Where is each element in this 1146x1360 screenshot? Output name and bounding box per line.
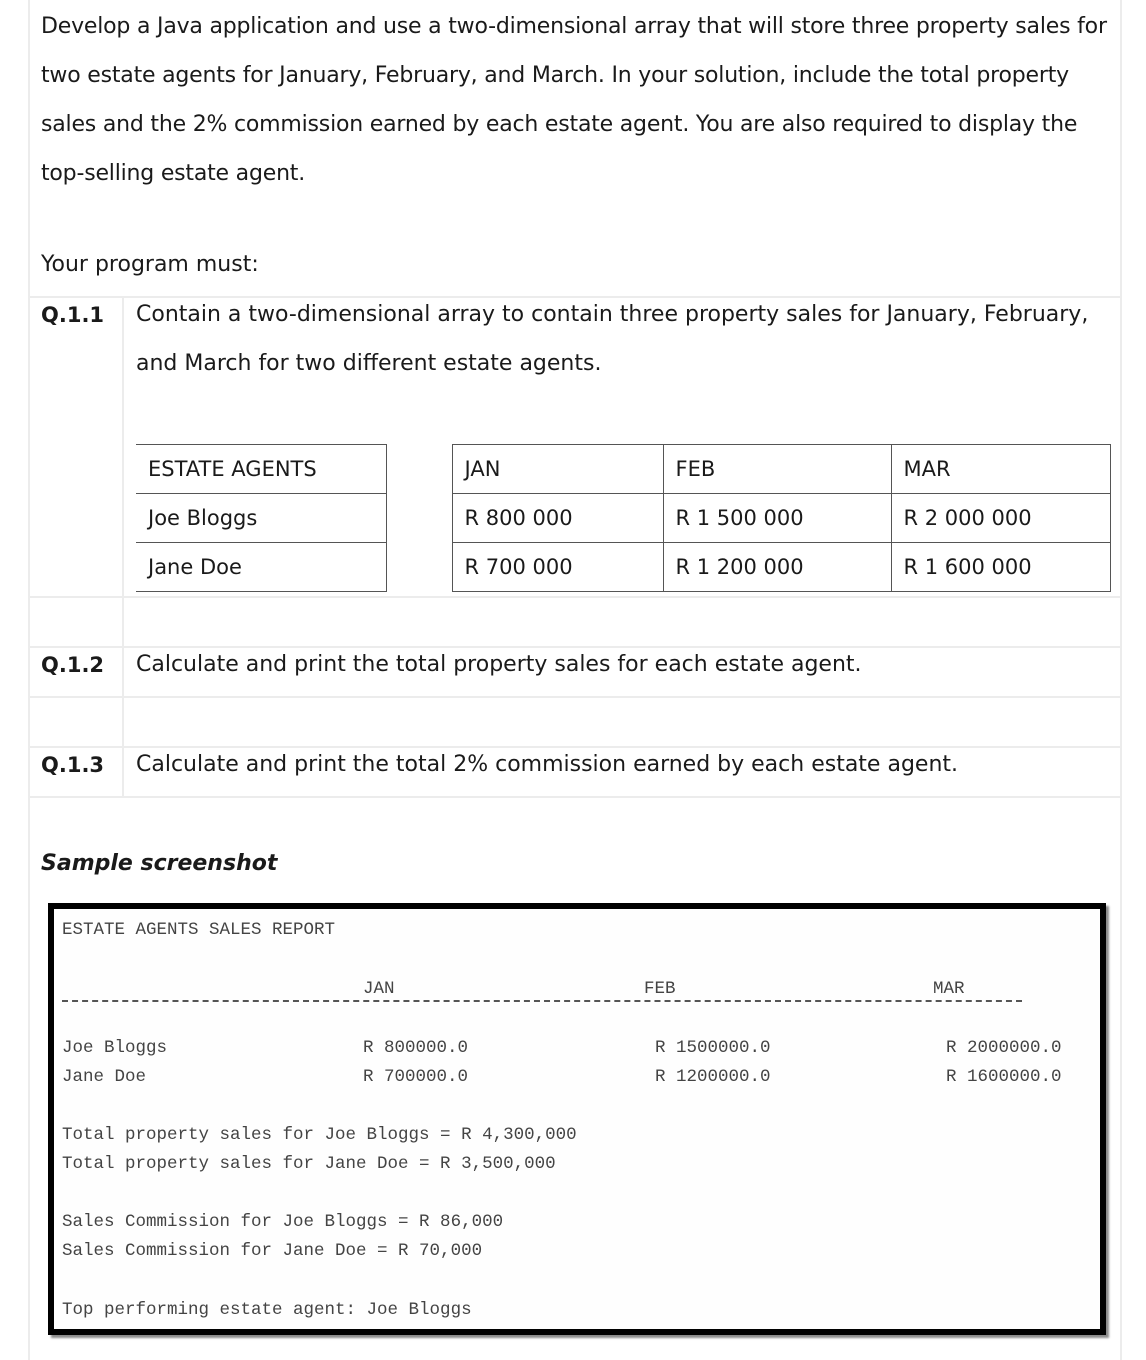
console-header-feb: FEB	[644, 979, 676, 999]
sales-table	[136, 444, 1111, 592]
question-text-q1-2: Calculate and print the total property sales for each estate agent.	[136, 652, 862, 677]
console-mar-value: R 1600000.0	[946, 1067, 1062, 1087]
question-number-q1-2: Q.1.2	[41, 653, 105, 677]
console-feb-value: R 1500000.0	[655, 1038, 771, 1058]
mar-sales: R 1 600 000	[891, 543, 1110, 592]
report-title: ESTATE AGENTS SALES REPORT	[62, 920, 336, 940]
jan-sales: R 800 000	[452, 494, 663, 543]
console-output	[48, 903, 1106, 1335]
header-mar: MAR	[891, 445, 1110, 494]
total-sales-line: Total property sales for Jane Doe = R 3,500,000	[62, 1154, 556, 1174]
divider-line	[62, 1000, 1022, 1002]
grid-line	[30, 796, 1122, 798]
table-gap	[386, 494, 452, 543]
header-feb: FEB	[663, 445, 891, 494]
agent-name: Jane Doe	[136, 543, 386, 592]
console-jan-value: R 700000.0	[363, 1067, 469, 1087]
mar-sales: R 2 000 000	[891, 494, 1110, 543]
console-feb-value: R 1200000.0	[655, 1067, 771, 1087]
console-agent-name: Jane Doe	[62, 1067, 147, 1087]
intro-paragraph: Develop a Java application and use a two-dimensional array that will store three property sales for two estate agents for January, February, and March. In your solution, include the total property sales and the 2% commission earned by each estate agent. You are also required to display the top-selling estate agent.	[41, 14, 1107, 186]
table-gap	[386, 445, 452, 494]
table-header-row	[136, 445, 1110, 494]
program-must-label: Your program must:	[41, 252, 259, 277]
jan-sales: R 700 000	[452, 543, 663, 592]
header-jan: JAN	[452, 445, 663, 494]
grid-line	[30, 696, 1122, 698]
feb-sales: R 1 200 000	[663, 543, 891, 592]
commission-line: Sales Commission for Jane Doe = R 70,000	[62, 1241, 483, 1261]
sample-screenshot-heading: Sample screenshot	[41, 851, 278, 876]
question-text-q1-3: Calculate and print the total 2% commission earned by each estate agent.	[136, 752, 959, 777]
commission-line: Sales Commission for Joe Bloggs = R 86,000	[62, 1212, 504, 1232]
agent-name: Joe Bloggs	[136, 494, 386, 543]
question-text-q1-1: Contain a two-dimensional array to contain three property sales for January, February, and March for two different estate agents.	[136, 302, 1089, 376]
console-jan-value: R 800000.0	[363, 1038, 469, 1058]
grid-line	[30, 596, 1122, 598]
header-estate-agents: ESTATE AGENTS	[136, 445, 386, 494]
console-mar-value: R 2000000.0	[946, 1038, 1062, 1058]
top-agent-line: Top performing estate agent: Joe Bloggs	[62, 1300, 472, 1320]
table-row	[136, 494, 1110, 543]
question-number-q1-1: Q.1.1	[41, 303, 105, 327]
console-header-mar: MAR	[933, 979, 965, 999]
feb-sales: R 1 500 000	[663, 494, 891, 543]
question-number-q1-3: Q.1.3	[41, 753, 105, 777]
total-sales-line: Total property sales for Joe Bloggs = R 4,300,000	[62, 1125, 577, 1145]
console-header-jan: JAN	[363, 979, 395, 999]
grid-line	[122, 296, 124, 796]
table-row	[136, 543, 1110, 592]
console-agent-name: Joe Bloggs	[62, 1038, 168, 1058]
table-gap	[386, 543, 452, 592]
